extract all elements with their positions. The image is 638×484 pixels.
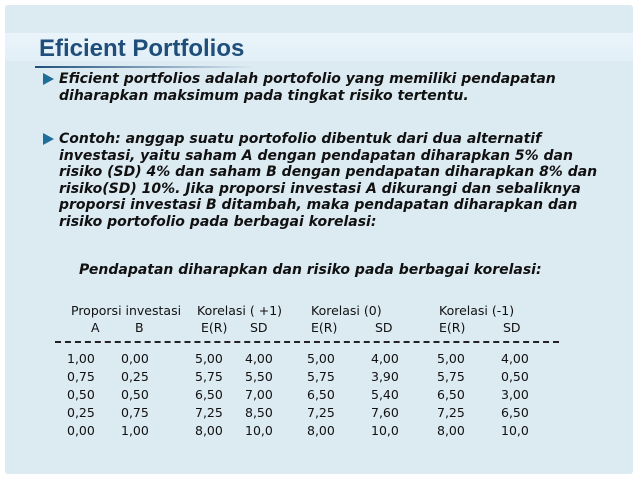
subheader-sd: SD — [250, 320, 268, 335]
bullet-text: Eficient portfolios adalah portofolio yang memiliki pendapatan diharapkan maksimum pada tingkat risiko tertentu. — [59, 71, 556, 104]
table-cell: 0,00 — [121, 351, 149, 366]
table-cell: 10,0 — [371, 423, 399, 438]
table-cell: 5,00 — [437, 351, 465, 366]
table-cell: 7,25 — [307, 405, 335, 420]
table-cell: 4,00 — [371, 351, 399, 366]
table-cell: 8,00 — [307, 423, 335, 438]
bullet-arrow-icon — [43, 133, 54, 145]
table-cell: 3,90 — [371, 369, 399, 384]
table-cell: 0,25 — [67, 405, 95, 420]
table-cell: 4,00 — [501, 351, 529, 366]
table-cell: 1,00 — [121, 423, 149, 438]
table-cell: 10,0 — [245, 423, 273, 438]
table-cell: 0,00 — [67, 423, 95, 438]
table-cell: 8,00 — [195, 423, 223, 438]
table-cell: 4,00 — [245, 351, 273, 366]
table-cell: 0,50 — [501, 369, 529, 384]
table-cell: 10,0 — [501, 423, 529, 438]
table-cell: 7,00 — [245, 387, 273, 402]
subheader-b: B — [135, 320, 144, 335]
table-cell: 0,75 — [67, 369, 95, 384]
table-cell: 3,00 — [501, 387, 529, 402]
table-cell: 6,50 — [307, 387, 335, 402]
table-cell: 5,75 — [195, 369, 223, 384]
title-bar — [5, 33, 633, 67]
table-cell: 5,00 — [307, 351, 335, 366]
bullet-text: Contoh: anggap suatu portofolio dibentuk dari dua alternatif investasi, yaitu saham A dengan pendapatan diharapkan 5% dan risiko (SD) 4% dan saham B dengan pendapatan diharapkan 8% dan risiko(SD) 10%. Jika proporsi investasi A dikurangi dan sebaliknya proporsi investasi B ditambah, maka pendapatan diharapkan dan risiko portofolio pada berbagai korelasi: — [59, 131, 598, 230]
table-cell: 5,50 — [245, 369, 273, 384]
table-cell: 6,50 — [437, 387, 465, 402]
header-korelasi-minus1: Korelasi (-1) — [439, 303, 515, 318]
table-cell: 7,25 — [195, 405, 223, 420]
bullet-definition — [43, 71, 613, 104]
bullet-example — [43, 131, 613, 230]
header-korelasi-0: Korelasi (0) — [311, 303, 382, 318]
table-cell: 0,50 — [67, 387, 95, 402]
table-cell: 0,50 — [121, 387, 149, 402]
table-cell: 5,75 — [437, 369, 465, 384]
title-underline — [35, 66, 255, 68]
table-cell: 0,25 — [121, 369, 149, 384]
table-cell: 5,40 — [371, 387, 399, 402]
subheader-er: E(R) — [311, 320, 338, 335]
subheader-er: E(R) — [439, 320, 466, 335]
table-cell: 5,75 — [307, 369, 335, 384]
table-cell: 8,50 — [245, 405, 273, 420]
subheader-sd: SD — [503, 320, 521, 335]
table-divider — [55, 341, 559, 343]
table-cell: 5,00 — [195, 351, 223, 366]
slide-title: Eficient Portfolios — [39, 35, 245, 62]
table-cell: 8,00 — [437, 423, 465, 438]
table-caption: Pendapatan diharapkan dan risiko pada berbagai korelasi: — [79, 262, 542, 278]
table-cell: 6,50 — [501, 405, 529, 420]
table-cell: 1,00 — [67, 351, 95, 366]
table-cell: 6,50 — [195, 387, 223, 402]
subheader-er: E(R) — [201, 320, 228, 335]
header-proporsi: Proporsi investasi — [71, 303, 182, 318]
table-cell: 7,25 — [437, 405, 465, 420]
table-cell: 0,75 — [121, 405, 149, 420]
bullet-arrow-icon — [43, 73, 54, 85]
subheader-a: A — [91, 320, 100, 335]
slide — [5, 5, 633, 474]
table-cell: 7,60 — [371, 405, 399, 420]
header-korelasi-plus1: Korelasi ( +1) — [197, 303, 283, 318]
subheader-sd: SD — [375, 320, 393, 335]
